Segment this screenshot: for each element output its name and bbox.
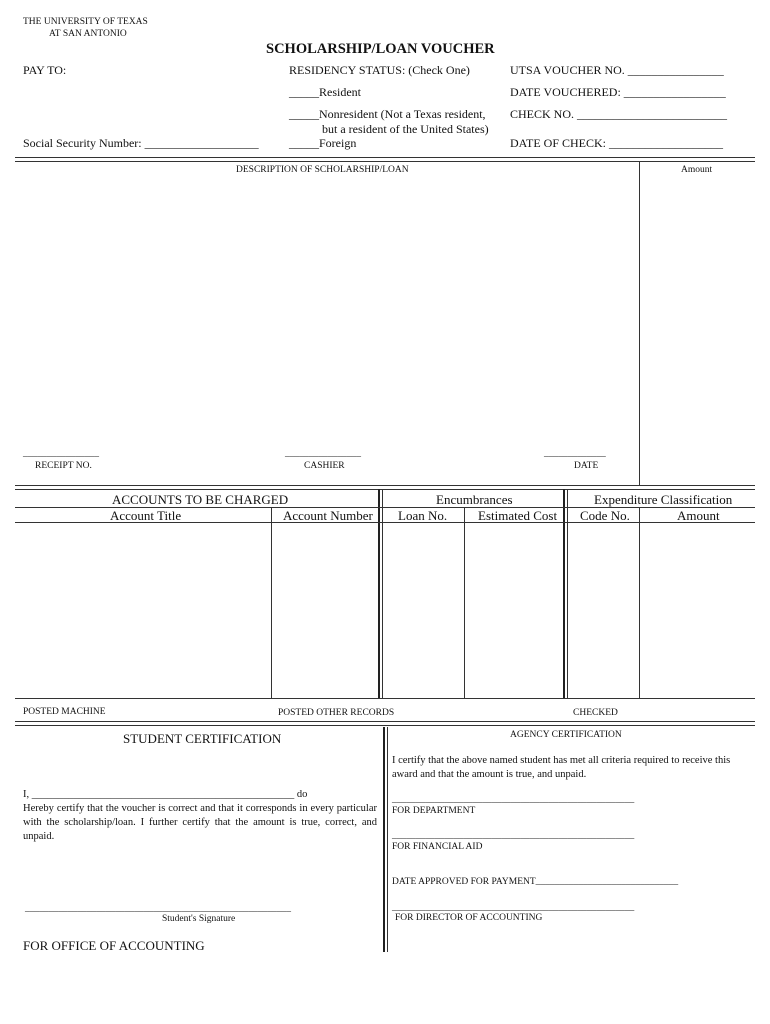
divider: [271, 507, 272, 698]
divider: [15, 522, 755, 523]
posted-machine-label: POSTED MACHINE: [23, 707, 106, 717]
divider: [567, 489, 568, 698]
divider: [639, 161, 640, 485]
agency-cert-text: I certify that the above named student has met all criteria required to receive this award and that the amount is true, and unpaid.: [392, 755, 731, 780]
agency-cert-heading: AGENCY CERTIFICATION: [510, 730, 622, 740]
encumbrances-heading: Encumbrances: [436, 492, 513, 507]
office-of-accounting-label: FOR OFFICE OF ACCOUNTING: [23, 938, 205, 953]
divider: [15, 721, 755, 722]
divider: [639, 507, 640, 698]
divider: [15, 725, 755, 726]
cashier-label: CASHIER: [304, 461, 345, 471]
divider: [15, 161, 755, 162]
divider: [15, 485, 755, 486]
student-name-field[interactable]: I, __________________________________________________ do: [23, 789, 308, 800]
amount-heading: Amount: [681, 165, 713, 175]
residency-status-label: RESIDENCY STATUS: (Check One): [289, 63, 470, 77]
divider: [382, 489, 383, 698]
code-no-header: Code No.: [580, 508, 630, 523]
amount-header: Amount: [677, 508, 720, 523]
ssn-field[interactable]: Social Security Number: ___________________: [23, 136, 259, 150]
student-signature-label: Student's Signature: [162, 914, 236, 924]
date-blank[interactable]: _____________: [544, 449, 606, 459]
resident-option[interactable]: _____Resident: [289, 85, 361, 99]
foreign-option[interactable]: _____Foreign: [289, 136, 357, 150]
receipt-label: RECEIPT NO.: [35, 461, 92, 471]
date-vouchered-field[interactable]: DATE VOUCHERED: _________________: [510, 85, 726, 99]
financial-aid-signature-line[interactable]: ___________________________________________________: [392, 831, 635, 841]
accounts-heading: ACCOUNTS TO BE CHARGED: [112, 492, 289, 507]
department-label: FOR DEPARTMENT: [392, 806, 476, 816]
divider: [15, 489, 755, 490]
loan-no-header: Loan No.: [398, 508, 448, 523]
divider: [378, 489, 380, 698]
date-of-check-field[interactable]: DATE OF CHECK: ___________________: [510, 136, 724, 150]
account-number-header: Account Number: [283, 508, 373, 523]
description-heading: DESCRIPTION OF SCHOLARSHIP/LOAN: [236, 165, 409, 175]
university-campus: AT SAN ANTONIO: [49, 29, 127, 39]
pay-to-label: PAY TO:: [23, 63, 67, 77]
nonresident-note: but a resident of the United States): [322, 122, 489, 136]
divider: [383, 727, 385, 952]
date-label: DATE: [574, 461, 599, 471]
university-name: THE UNIVERSITY OF TEXAS: [23, 17, 148, 27]
date-approved-field[interactable]: DATE APPROVED FOR PAYMENT______________________________: [392, 877, 679, 887]
student-cert-heading: STUDENT CERTIFICATION: [123, 731, 282, 746]
check-no-field[interactable]: CHECK NO. _________________________: [510, 107, 728, 121]
divider: [15, 157, 755, 158]
student-signature-line[interactable]: ________________________________________________________: [25, 904, 291, 914]
nonresident-option[interactable]: _____Nonresident (Not a Texas resident,: [289, 107, 486, 121]
voucher-no-field[interactable]: UTSA VOUCHER NO. ________________: [510, 63, 724, 77]
divider: [563, 489, 565, 698]
student-cert-text: Hereby certify that the voucher is correct and that it corresponds in every particular with the scholarship/loan. I further certify that the amount is true, correct, and unpaid.: [23, 803, 377, 842]
form-title: SCHOLARSHIP/LOAN VOUCHER: [266, 41, 495, 57]
estimated-cost-header: Estimated Cost: [478, 508, 558, 523]
divider: [464, 507, 465, 698]
director-label: FOR DIRECTOR OF ACCOUNTING: [395, 913, 543, 923]
department-signature-line[interactable]: ___________________________________________________: [392, 795, 635, 805]
expenditure-heading: Expenditure Classification: [594, 492, 733, 507]
cashier-blank[interactable]: ________________: [285, 449, 361, 459]
receipt-blank[interactable]: ________________: [23, 449, 99, 459]
divider: [387, 727, 388, 952]
financial-aid-label: FOR FINANCIAL AID: [392, 842, 483, 852]
account-title-header: Account Title: [110, 508, 182, 523]
checked-label: CHECKED: [573, 708, 618, 718]
director-signature-line[interactable]: ___________________________________________________: [392, 903, 635, 913]
posted-other-label: POSTED OTHER RECORDS: [278, 708, 395, 718]
divider: [15, 698, 755, 699]
